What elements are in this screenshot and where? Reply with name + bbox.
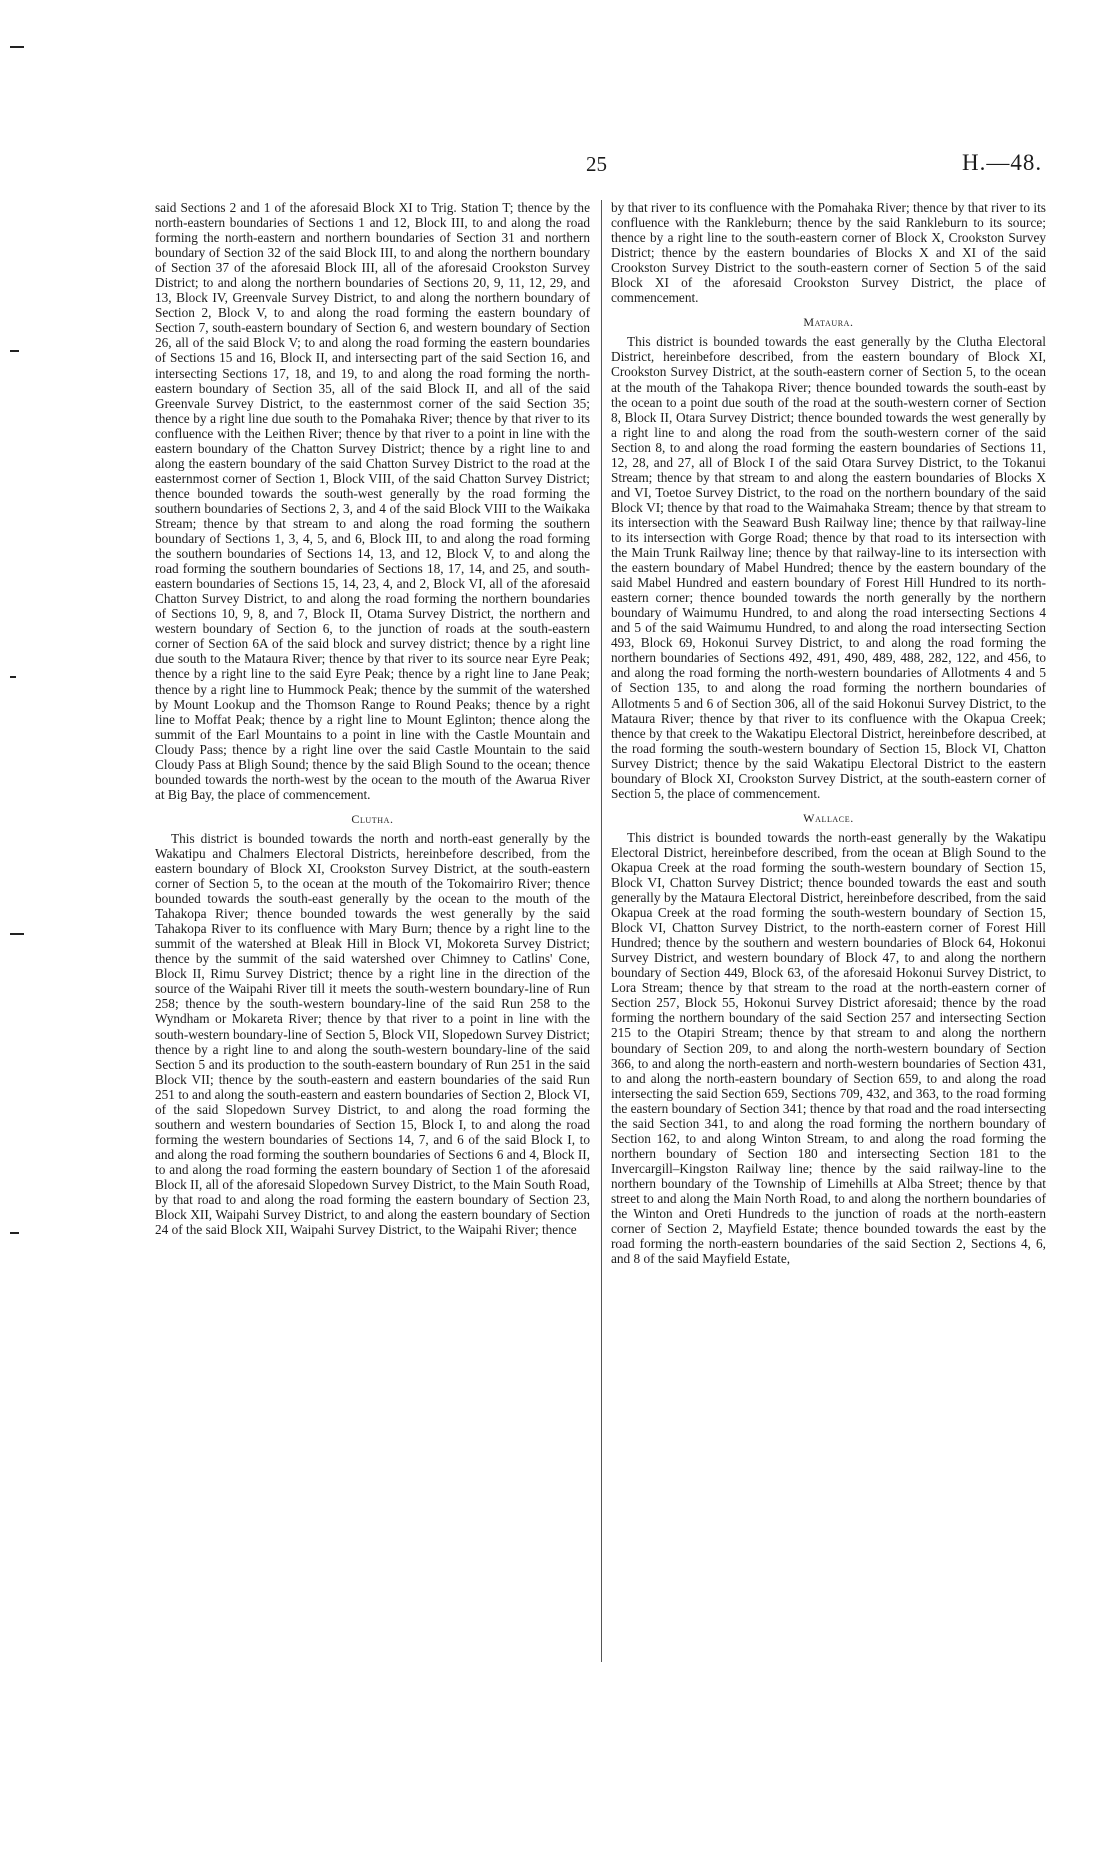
section-heading-clutha: Clutha. <box>351 811 394 826</box>
margin-mark <box>10 350 19 352</box>
page-number: 25 <box>586 152 607 176</box>
left-column <box>155 200 590 1237</box>
paragraph-continuation: by that river to its confluence with the Pomahaka River; thence by that river to its confluence with the Rankleburn; thence by the said Rankleburn to its source; thence by a right line to the south-eastern corner of Block X, Crookston Survey District; thence by the eastern boundaries of Blocks X and XI of the said Crookston Survey District to the south-eastern corner of Section 5 of the said Block XI of the aforesaid Crookston Survey District, the place of commencement. <box>611 200 1046 306</box>
section-heading-mataura: Mataura. <box>803 315 854 330</box>
paragraph-clutha: This district is bounded towards the north and north-east generally by the Wakatipu and Chalmers Electoral Districts, hereinbefore described, from the eastern boundary of Block XI, Crookston Survey District, at the south-eastern corner of Section 5, to the ocean at the mouth of the Tokomairiro River; thence bounded towards the south-east generally by the ocean to the mouth of the Tahakopa River; thence bounded towards the west generally by the said Tahakopa River to its confluence with Mary Burn; thence by a right line to the summit of the watershed at Bleak Hill in Block VI, Mokoreta Survey District; thence by the summit of the said watershed over Chimney to Catlins' Cone, Block II, Rimu Survey District; thence by a right line in the direction of the source of the Waipahi River till it meets the south-western boundary-line of Run 258; thence by the south-western boundary-line of the said Run 258 to the Wyndham or Mokareta River; thence by that river to a point in line with the south-western boundary-line of Section 5, Block VII, Slopedown Survey District; thence by a right line to and along the south-western boundary-line of the said Section 5 and its production to the south-eastern boundary of Run 251 in the said Block VII; thence by the south-eastern and eastern boundaries of the said Run 251 to and along the south-eastern and eastern boundaries of Section 2, Block VI, of the said Slopedown Survey District, to and along the road forming the southern and western boundaries of Section 15, Block I, to and along the road forming the western boundaries of Sections 14, 7, and 6 of the said Block I, to and along the road forming the southern boundaries of Sections 6 and 4, Block II, to and along the road forming the eastern boundary of Section 1 of the aforesaid Block II, all of the aforesaid Slopedown Survey District, to the Main South Road, by that road to and along the road forming the eastern boundary of Section 23, Block XII, Waipahi Survey District, to and along the eastern boundary of Section 24 of the said Block XII, Waipahi Survey District, to the Waipahi River; thence <box>155 830 590 1238</box>
paragraph-mataura: This district is bounded towards the east generally by the Clutha Electoral District, hereinbefore described, from the eastern boundary of Block XI, Crookston Survey District, at the south-eastern corner of Section 5, to the ocean at the mouth of the Tahakopa River; thence bounded towards the south-east by the ocean to a point due south of the road at the south-western corner of Section 8, Block II, Otara Survey District; thence bounded towards the west generally by a right line to and along the road from the south-western corner of the said Section 8, to and along the road forming the eastern boundaries of Sections 11, 12, 28, and 27, all of Block I of the said Otara Survey District, to the Tokanui Stream; thence by that stream to and along the eastern boundaries of Blocks X and VI, Toetoe Survey District, to the road on the northern boundary of the said Block VI; thence by that road to the Waimahaka Stream; thence by that stream to its intersection with the Seaward Bush Railway line; thence by that railway-line to its intersection with Gorge Road; thence by that road to its intersection with the Main Trunk Railway line; thence by that railway-line to its intersection with the eastern boundary of Mabel Hundred; thence by the eastern boundary of the said Mabel Hundred and eastern boundary of Forest Hill Hundred to its north-eastern corner; thence bounded towards the north generally by the northern boundary of Waimumu Hundred, to and along the road intersecting Sections 4 and 5 of the said Waimumu Hundred, to and along the road intersecting Section 493, Block 69, Hokonui Survey District, to and along the road forming the northern boundaries of Sections 492, 491, 490, 489, 488, 282, 122, and 456, to and along the road forming the north-western boundaries of Allotments 4 and 5 of Section 135, to and along the road forming the northern boundaries of Allotments 5 and 6 of Section 306, all of the said Hokonui Survey District, to the Mataura River; thence by that river to its confluence with the Okapua Creek; thence by that creek to the Wakatipu Electoral District, hereinbefore described, at the road forming the south-western boundary of Section 15, Block VI, Chatton Survey District; thence by the said Wakatipu Electoral District to the eastern boundary of Block XI, Crookston Survey District, at the south-eastern corner of Section 5, the place of commencement. <box>611 334 1046 801</box>
paragraph-wallace: This district is bounded towards the north-east generally by the Wakatipu Electoral District, hereinbefore described, from the ocean at Bligh Sound to the Okapua Creek at the road forming the south-western boundary of Section 15, Block VI, Chatton Survey District; thence bounded towards the east and south generally by the Mataura Electoral District, hereinbefore described, from the said Okapua Creek at the road forming the south-western boundary of Section 15, Block VI, Chatton Survey District, to the north-eastern corner of Forest Hill Hundred; thence by the southern and western boundaries of Block 64, Hokonui Survey District, and western boundary of Block 47, to and along the northern boundary of Section 449, Block 63, of the aforesaid Hokonui Survey District, to Lora Stream; thence by that stream to the road at the north-eastern corner of Section 257, Block 55, Hokonui Survey District aforesaid; thence by the road forming the northern boundary of the said Section 257 and intersecting Section 215 to the Otapiri Stream; thence by that stream to and along the northern boundary of Section 209, to and along the north-western boundary of Section 366, to and along the north-eastern and north-western boundaries of Section 431, to and along the north-eastern boundary of Section 659, to and along the road intersecting the said Section 659, Sections 709, 432, and 363, to the road forming the eastern boundary of Section 341; thence by that road and the road intersecting the said Section 341, to and along the road forming the northern boundary of Section 162, to and along Winton Stream, to and along the road forming the northern boundary of Section 180 and intersecting Section 181 to the Invercargill–Kingston Railway line; thence by the said railway-line to the northern boundary of the Township of Limehills at Alba Street; thence by that street to and along the Main North Road, to and along the northern boundaries of the Winton and Oreti Hundreds to the junction of roads at the north-eastern corner of Section 2, Mayfield Estate; thence bounded towards the east by the road forming the north-eastern boundaries of the said Section 2, Sections 4, 6, and 8 of the said Mayfield Estate, <box>611 829 1046 1267</box>
section-heading-wallace: Wallace. <box>803 810 854 825</box>
paragraph-continuation: said Sections 2 and 1 of the aforesaid Block XI to Trig. Station T; thence by the north-eastern boundaries of Sections 1 and 12, Block III, to and along the road forming the north-eastern and northern boundaries of Section 31 and northern boundary of Section 32 of the said Block III, to and along the northern boundary of Section 37 of the aforesaid Block III, all of the aforesaid Crookston Survey District; to and along the northern boundaries of Sections 20, 9, 11, 12, 29, and 13, Block IV, Greenvale Survey District, to and along the northern boundary of Section 2, Block V, to and along the road forming the eastern boundary of Section 7, south-eastern boundary of Section 6, and western boundary of Section 26, all of the said Block V; to and along the road forming the eastern boundaries of Sections 15 and 16, Block II, and intersecting part of the said Section 16, and intersecting Sections 17, 18, and 19, to and along the road forming the north-eastern boundary of Section 35, all of the said Block II, and all of the said Greenvale Survey District, to the easternmost corner of the said Section 35; thence by a right line due south to the Pomahaka River; thence by that river to its confluence with the Leithen River; thence by that river to a point in line with the eastern boundary of the Chatton Survey District; thence by a right line to and along the eastern boundary of the said Chatton Survey District to the road at the easternmost corner of Section 1, Block VIII, of the said Chatton Survey District; thence bounded towards the south-west generally by the road forming the southern boundaries of Sections 2, 3, and 4 of the said Block VIII to the Waikaka Stream; thence by that stream to and along the road forming the southern boundary of Sections 1, 3, 4, 5, and 6, Block III, to and along the road forming the southern boundaries of Sections 14, 13, and 12, Block V, to and along the road forming the southern boundaries of Sections 18, 17, 14, and 25, and south-eastern boundaries of Sections 15, 14, 23, 4, and 2, Block VI, all of the aforesaid Chatton Survey District, to and along the road forming the northern boundaries of Sections 10, 9, 8, and 7, Block II, Otama Survey District, the northern and western boundary of Section 6, to the junction of roads at the south-eastern corner of Section 6A of the said block and survey district; thence by a right line due south to the Mataura River; thence by that river to its source near Eyre Peak; thence by a right line to the said Eyre Peak; thence by a right line to Jane Peak; thence by a right line to Hummock Peak; thence by the summit of the watershed by Mount Lookup and the Thomson Range to Round Peaks; thence by a right line to Moffat Peak; thence by a right line to Mount Eglinton; thence along the summit of the Earl Mountains to a point in line with the Castle Mountain and Cloudy Pass; thence by a right line over the said Castle Mountain to the said Cloudy Pass at Bligh Sound; thence by the said Bligh Sound to the ocean; thence bounded towards the north-west by the ocean to the mouth of the Awarua River at Big Bay, the place of commencement. <box>155 200 590 802</box>
right-column <box>611 200 1046 1266</box>
margin-mark <box>10 1232 19 1234</box>
margin-mark <box>10 46 24 48</box>
document-code: H.—48. <box>962 150 1043 175</box>
column-divider <box>601 200 602 1662</box>
margin-mark <box>10 676 16 678</box>
margin-mark <box>10 933 24 935</box>
